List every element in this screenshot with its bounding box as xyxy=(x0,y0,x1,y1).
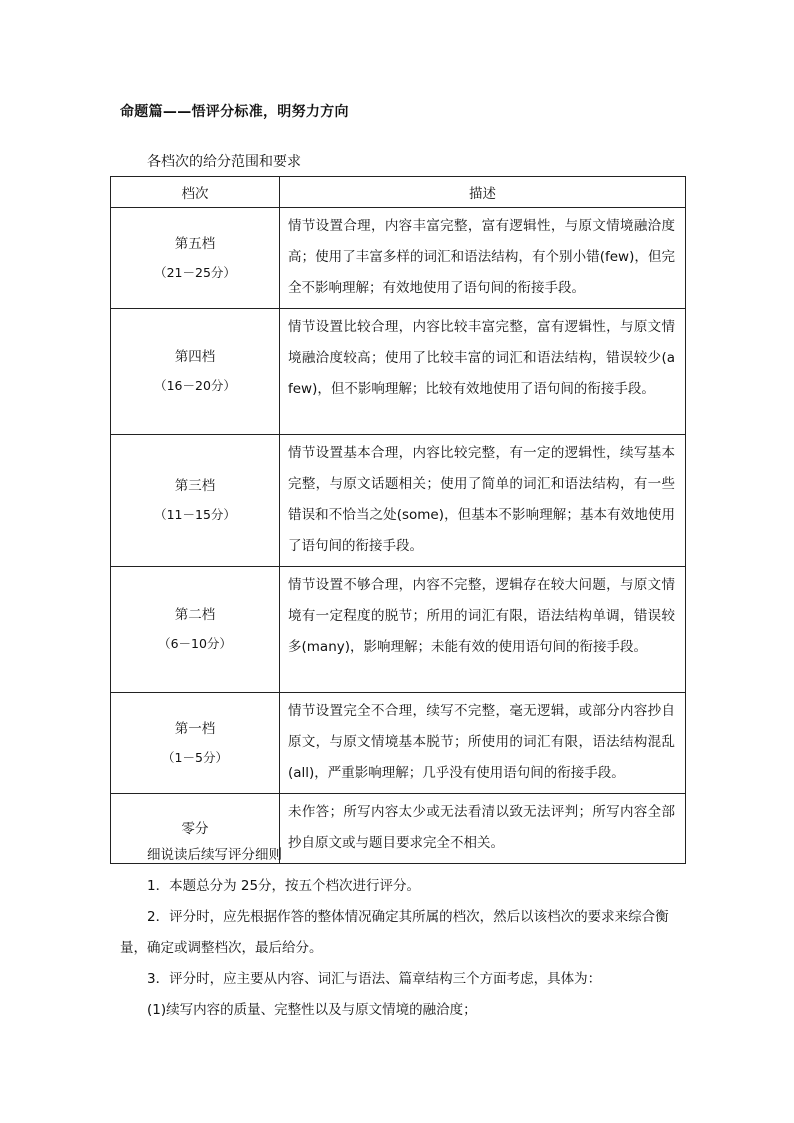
level-description: 未作答；所写内容太少或无法看清以致无法评判；所写内容全部抄自原文或与题目要求完全不相关。 xyxy=(280,794,686,864)
level-name: 第二档 xyxy=(174,607,216,623)
level-description: 情节设置完全不合理，续写不完整，毫无逻辑，或部分内容抄自原文，与原文情境基本脱节；所使用的词汇有限，语法结构混乱(all)，严重影响理解；几乎没有使用语句间的衔接手段。 xyxy=(280,693,686,794)
header-level: 档次 xyxy=(111,177,280,208)
table-caption: 各档次的给分范围和要求 xyxy=(147,154,301,170)
level-name: 第一档 xyxy=(174,720,216,737)
level-cell xyxy=(111,309,280,435)
table-row xyxy=(111,435,686,567)
rules-heading: 细说读后续写评分细则 xyxy=(147,847,282,863)
level-score-range: （21－25分） xyxy=(154,264,236,280)
level-cell xyxy=(111,208,280,309)
level-name: 第五档 xyxy=(174,235,216,252)
table-row xyxy=(111,208,686,309)
level-description: 情节设置比较合理，内容比较丰富完整，富有逻辑性，与原文情境融洽度较高；使用了比较丰富的词汇和语法结构，错误较少(a few)，但不影响理解；比较有效地使用了语句间的衔接手段。 xyxy=(280,309,686,435)
rule-item: 2．评分时，应先根据作答的整体情况确定其所属的档次，然后以该档次的要求来综合衡量，确定或调整档次，最后给分。 xyxy=(120,909,669,956)
rule-subitem: (1)续写内容的质量、完整性以及与原文情境的融洽度； xyxy=(147,1002,477,1018)
table-row xyxy=(111,309,686,435)
level-name: 第三档 xyxy=(174,478,216,494)
table-row xyxy=(111,567,686,693)
table-header-row xyxy=(111,177,686,208)
page-title: 命题篇——悟评分标准，明努力方向 xyxy=(120,104,349,120)
level-name: 第四档 xyxy=(174,349,216,365)
scoring-rules xyxy=(120,840,685,1026)
level-score-range: （1－5分） xyxy=(162,749,228,765)
header-description: 描述 xyxy=(280,177,686,208)
level-score-range: （16－20分） xyxy=(154,378,236,393)
level-cell xyxy=(111,435,280,567)
level-description: 情节设置合理，内容丰富完整，富有逻辑性，与原文情境融洽度高；使用了丰富多样的词汇和语法结构，有个别小错(few)，但完全不影响理解；有效地使用了语句间的衔接手段。 xyxy=(280,208,686,309)
level-description: 情节设置不够合理，内容不完整，逻辑存在较大问题，与原文情境有一定程度的脱节；所用的词汇有限，语法结构单调，错误较多(many)，影响理解；未能有效的使用语句间的衔接手段。 xyxy=(280,567,686,693)
level-score-range: （11－15分） xyxy=(154,507,236,522)
level-score-range: （6－10分） xyxy=(158,636,232,651)
level-description: 情节设置基本合理，内容比较完整，有一定的逻辑性，续写基本完整，与原文话题相关；使用了简单的词汇和语法结构，有一些错误和不恰当之处(some)，但基本不影响理解；基本有效地使用了语句间的衔接手段。 xyxy=(280,435,686,567)
grading-table xyxy=(110,176,686,864)
level-cell xyxy=(111,567,280,693)
rule-item: 3．评分时，应主要从内容、词汇与语法、篇章结构三个方面考虑，具体为： xyxy=(147,971,602,987)
level-cell xyxy=(111,693,280,794)
rule-item: 1．本题总分为 25分，按五个档次进行评分。 xyxy=(147,878,421,894)
table-row xyxy=(111,693,686,794)
level-name: 零分 xyxy=(181,820,209,837)
